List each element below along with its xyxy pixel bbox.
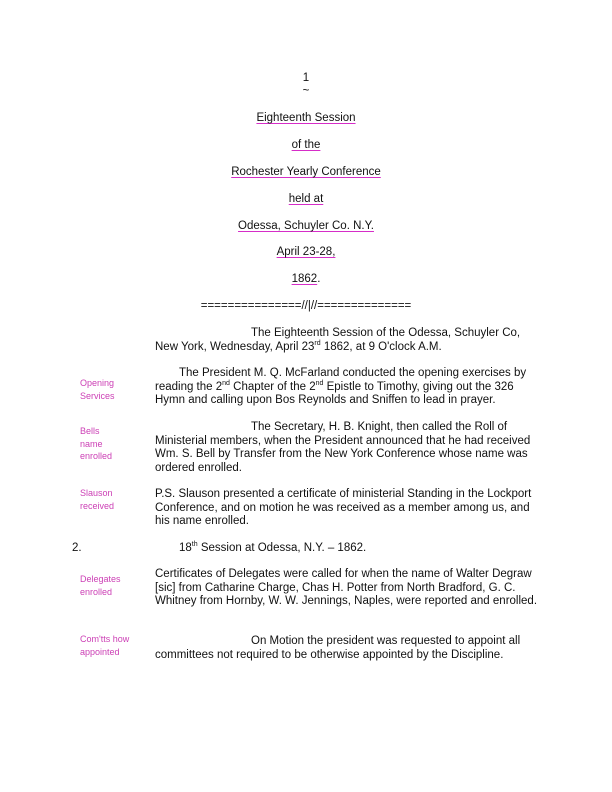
- page-2-text-a: 18: [179, 542, 192, 554]
- page-2-text-b: Session at Odessa, N.Y. – 1862.: [197, 542, 367, 554]
- title-period: .: [317, 273, 321, 285]
- margin-note-bells: Bells name enrolled: [80, 426, 113, 461]
- opening-text-c: Epistle to Timothy, giving out the 326 Hymn and calling upon Bos Reynolds and Sniffen to lead in prayer.: [155, 380, 514, 407]
- bells-text: The Secretary, H. B. Knight, then called the Roll of Ministerial members, when the President announced that he had received Wm. S. Bell by Transfer from the New York Conference whose name was ordered enrolled.: [155, 421, 531, 474]
- title-text: Odessa, Schuyler Co. N.Y.: [238, 220, 374, 232]
- slauson-paragraph: [155, 488, 540, 529]
- opening-paragraph: [155, 367, 540, 408]
- title-text: held at: [288, 193, 324, 205]
- title-text: 1862: [291, 273, 318, 285]
- delegates-paragraph: [155, 568, 540, 609]
- title-line-4: [0, 193, 612, 205]
- intro-paragraph: [155, 327, 540, 354]
- divider: ===============//|//==============: [200, 300, 412, 312]
- title-text: of the: [291, 139, 321, 151]
- title-line-7: [0, 273, 612, 285]
- bells-paragraph: [155, 421, 540, 475]
- title-line-1: [0, 112, 612, 124]
- intro-sup: rd: [314, 339, 321, 347]
- committees-paragraph: [155, 635, 540, 662]
- page-2-sup: th: [191, 541, 198, 549]
- title-line-2: [0, 139, 612, 151]
- slauson-text: P.S. Slauson presented a certificate of ministerial Standing in the Lockport Conference, and on motion he was received as a member among us, and his name enrolled.: [155, 488, 532, 528]
- page-2-number: 2.: [72, 542, 82, 554]
- opening-sup-1: nd: [222, 379, 230, 387]
- opening-sup-2: nd: [315, 379, 324, 387]
- opening-text-a: The President M. Q. McFarland conducted the opening exercises by reading the 2: [155, 367, 527, 393]
- title-line-6: [0, 246, 612, 258]
- margin-note-slauson: Slauson received: [80, 488, 115, 511]
- title-text: Rochester Yearly Conference: [231, 166, 381, 178]
- opening-text-b: Chapter of the 2: [229, 380, 316, 393]
- margin-note-delegates: Delegates enrolled: [80, 574, 121, 597]
- margin-note-opening: Opening Services: [80, 378, 115, 401]
- title-line-5: [0, 220, 612, 232]
- title-text: Eighteenth Session: [256, 112, 356, 124]
- tilde-mark: ~: [302, 85, 310, 97]
- title-text: April 23-28,: [276, 246, 336, 258]
- page-number: 1: [302, 72, 310, 84]
- title-line-3: [0, 166, 612, 178]
- committees-text: On Motion the president was requested to appoint all committees not required to be otherwise appointed by the Discipline.: [155, 635, 521, 661]
- intro-text-b: 1862, at 9 O'clock A.M.: [320, 340, 442, 353]
- page-2-header: [155, 542, 540, 556]
- delegates-text: Certificates of Delegates were called for when the name of Walter Degraw [sic] from Catharine Charge, Chas H. Potter from North Bradford, G. C. Whitney from Hornby, W. W. Jennings, Naples, were reported and enrolled.: [155, 568, 538, 608]
- margin-note-committees: Com'tts how appointed: [80, 634, 130, 657]
- intro-text-a: The Eighteenth Session of the Odessa, Schuyler Co, New York, Wednesday, April 23: [155, 327, 521, 353]
